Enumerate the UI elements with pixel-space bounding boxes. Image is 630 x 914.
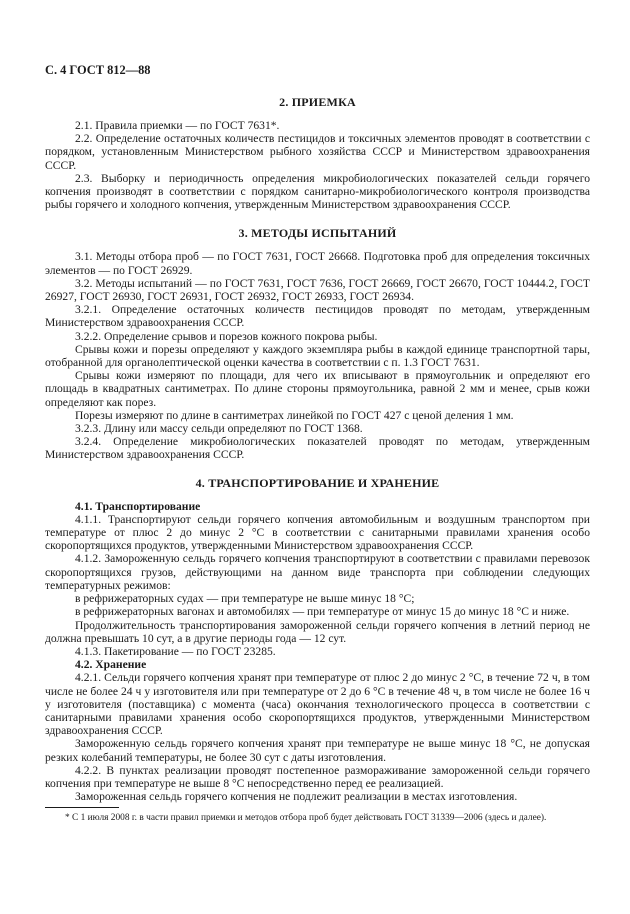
paragraph: Порезы измеряют по длине в сантиметрах линейкой по ГОСТ 427 с ценой деления 1 мм. [75,408,514,422]
paragraph: Срывы кожи и порезы определяют у каждого экземпляра рыбы в каждой единице транспортной тары, отобранной для органолептической оценки качества в соответствии с п. 1.3 ГОСТ 7631. [45,342,590,370]
paragraph: 4.1.3. Пакетирование — по ГОСТ 23285. [75,644,276,658]
section-title: 4. ТРАНСПОРТИРОВАНИЕ И ХРАНЕНИЕ [195,475,440,490]
paragraph: 3.2.2. Определение срывов и порезов кожного покрова рыбы. [75,329,378,343]
section-acceptance [45,95,590,211]
paragraph: 4.2.2. В пунктах реализации проводят постепенное размораживание замороженной сельди горячего копчения при температуре не выше 8 °С непосредственно перед ее реализацией. [45,763,590,790]
paragraph: 2.2. Определение остаточных количеств пестицидов и токсичных элементов проводят в соответствии с порядком, установленным Министерством рыбного хозяйства СССР и Министерством здравоохранения СССР. [45,132,590,172]
paragraph: Срывы кожи измеряют по площади, для чего их вписывают в прямоугольник и определяют его площадь в квадратных сантиметрах. По длине стороны прямоугольника, равной 2 мм и менее, срыв кожи определяют как порез. [45,369,590,409]
section-test-methods [45,226,590,461]
footnote: * С 1 июля 2008 г. в части правил приемки и методов отбора проб будет действовать ГОСТ 31339—2006 (здесь и далее). [65,813,547,823]
subsection-heading: 4.1. Транспортирование [75,499,201,513]
paragraph: 3.2.4. Определение микробиологических показателей проводят по методам, утвержденным Министерством здравоохранения СССР. [45,435,590,462]
paragraph: 2.3. Выборку и периодичность определения микробиологических показателей сельди горячего копчения производят в соответствии с порядком санитарно-микробиологического контроля производства рыбы горячего и холодного копчения, утвержденным Министерством здравоохранения СССР. [45,171,590,212]
section-title: 2. ПРИЕМКА [279,95,356,109]
paragraph: в рефрижераторных судах — при температуре не выше минус 18 °С; [75,592,415,606]
paragraph: Замороженная сельдь горячего копчения не подлежит реализации в местах изготовления. [75,790,518,804]
paragraph: Продолжительность транспортирования замороженной сельди горячего копчения в летний период не должна превышать 10 сут, а в другие периоды года — 12 сут. [45,618,590,645]
section-transport-storage [45,476,590,804]
paragraph: 4.2.1. Сельди горячего копчения хранят при температуре от плюс 2 до минус 2 °С, в течение 72 ч, в том числе не более 24 ч у изготовителя или при температуре от 2 до 6 °С в течение 48 ч, в том числе не более 16 ч у изготовителя (поставщика) с момента (часа) окончания технологического процесса в соответствии с санитарными правилами хранения особо скоропортящихся продуктов, утвержденными Министерством здравоохранения СССР. [45,671,590,738]
footnote-divider [45,807,119,808]
paragraph: Замороженную сельдь горячего копчения хранят при температуре не выше минус 18 °С, не допуская резких колебаний температуры, не более 30 сут с даты изготовления. [45,737,590,764]
page-header: С. 4 ГОСТ 812—88 [45,63,151,77]
page-content [45,95,590,803]
paragraph: в рефрижераторных вагонах и автомобилях — при температуре от минус 15 до минус 18 °С и ниже. [75,605,570,619]
paragraph: 3.2. Методы испытаний — по ГОСТ 7631, ГОСТ 7636, ГОСТ 26669, ГОСТ 26670, ГОСТ 10444.2, ГОСТ 26927, ГОСТ 26930, ГОСТ 26931, ГОСТ 26932, ГОСТ 26933, ГОСТ 26934. [45,276,590,304]
section-title: 3. МЕТОДЫ ИСПЫТАНИЙ [238,226,397,241]
paragraph: 4.1.2. Замороженную сельдь горячего копчения транспортируют в соответствии с правилами перевозок скоропортящихся грузов, действующими на данном виде транспорта при соблюдении следующих температурных режимов: [45,552,590,592]
subsection-heading: 4.2. Хранение [75,658,147,672]
paragraph: 3.1. Методы отбора проб — по ГОСТ 7631, ГОСТ 26668. Подготовка проб для определения токсичных элементов — по ГОСТ 26929. [45,250,590,277]
paragraph: 4.1.1. Транспортируют сельди горячего копчения автомобильным и воздушным транспортом при температуре от плюс 2 до минус 2 °С в соответствии с санитарными правилами хранения особо скоропортящихся продуктов, утвержденными Министерством здравоохранения СССР. [45,512,590,553]
paragraph: 2.1. Правила приемки — по ГОСТ 7631*. [75,119,280,132]
paragraph: 3.2.3. Длину или массу сельди определяют по ГОСТ 1368. [75,422,363,436]
paragraph: 3.2.1. Определение остаточных количеств пестицидов проводят по методам, утвержденным Министерством здравоохранения СССР. [45,303,590,330]
